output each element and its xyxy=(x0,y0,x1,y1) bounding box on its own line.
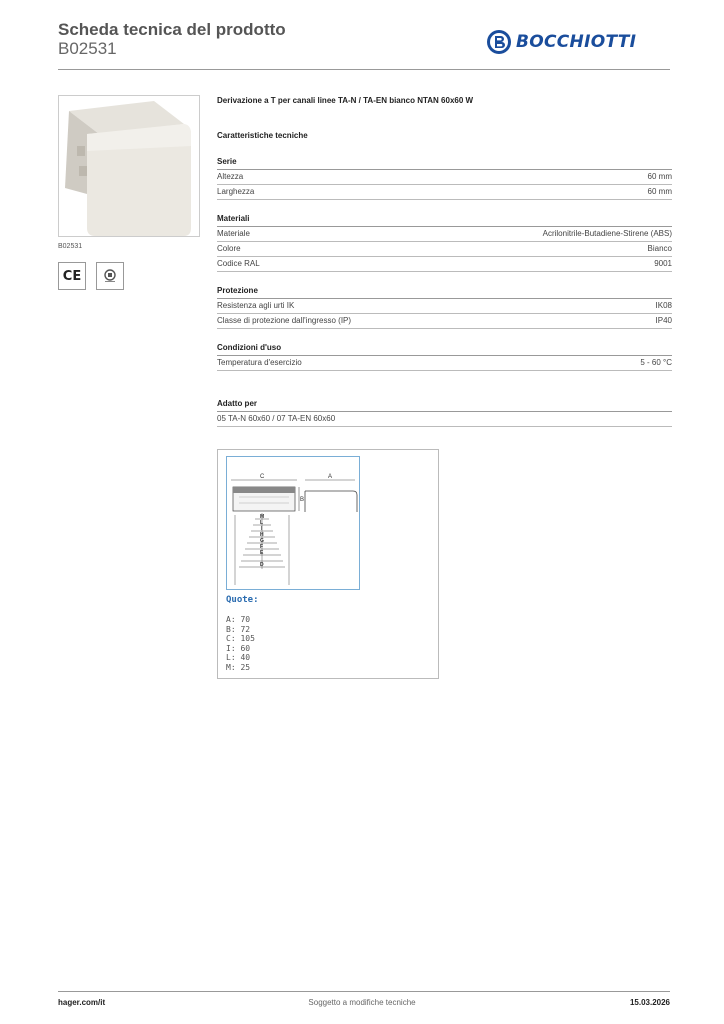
dim-label: H xyxy=(260,532,264,538)
spec-label: Classe di protezione dall'ingresso (IP) xyxy=(217,316,352,325)
spec-row-materiale xyxy=(217,227,672,242)
page-title: Scheda tecnica del prodotto xyxy=(58,20,286,39)
footer-date: 15.03.2026 xyxy=(629,998,670,1007)
ce-mark: CE xyxy=(58,262,86,290)
group-protezione: Protezione xyxy=(217,286,672,299)
dimension-drawing-icon xyxy=(227,457,359,589)
brand-name: BOCCHIOTTI xyxy=(516,32,637,52)
quote-item: M: 25 xyxy=(226,662,251,672)
quote-item: I: 60 xyxy=(226,643,251,653)
spec-row-altezza xyxy=(217,170,672,185)
brand-logo xyxy=(486,29,636,55)
illustration-panel xyxy=(217,449,439,679)
bocchiotti-logo-icon xyxy=(486,29,512,55)
spec-row-ip xyxy=(217,314,672,329)
product-code-heading: B02531 xyxy=(58,39,117,58)
suitable-row xyxy=(217,412,672,427)
spec-row-ik xyxy=(217,299,672,314)
spec-label: Larghezza xyxy=(217,187,255,196)
spec-value: IP40 xyxy=(655,316,672,325)
product-code-label: B02531 xyxy=(58,243,83,250)
spec-value: Bianco xyxy=(647,244,672,253)
imq-mark-icon xyxy=(102,268,118,284)
spec-row-temperatura xyxy=(217,356,672,371)
suitable-value: 05 TA-N 60x60 / 07 TA-EN 60x60 xyxy=(217,414,336,423)
spec-row-codice-ral xyxy=(217,257,672,272)
imq-mark xyxy=(96,262,124,290)
group-materiali: Materiali xyxy=(217,214,672,227)
footer-website-link[interactable]: hager.com/it xyxy=(58,998,106,1007)
spec-value: Acrilonitrile-Butadiene-Stirene (ABS) xyxy=(542,229,672,238)
dim-label: L xyxy=(260,520,264,526)
spec-value: 9001 xyxy=(654,259,672,268)
quotes-title: Quote: xyxy=(226,595,259,605)
dim-label: B xyxy=(300,497,305,503)
group-serie: Serie xyxy=(217,157,672,170)
suitable-title: Adatto per xyxy=(217,399,672,412)
spec-row-larghezza xyxy=(217,185,672,200)
quote-item: A: 70 xyxy=(226,615,251,624)
dim-label: D xyxy=(260,562,264,568)
spec-label: Colore xyxy=(217,244,241,253)
product-image xyxy=(58,95,200,237)
header-divider xyxy=(58,69,670,70)
dim-label: C xyxy=(260,474,265,480)
spec-value: IK08 xyxy=(655,301,672,310)
spec-label: Altezza xyxy=(217,172,244,181)
spec-value: 60 mm xyxy=(647,172,672,181)
technical-drawing xyxy=(226,456,360,590)
product-photo xyxy=(59,96,199,236)
quote-item: B: 72 xyxy=(226,624,251,634)
group-condizioni: Condizioni d'uso xyxy=(217,343,672,356)
dim-label: I xyxy=(261,526,263,532)
spec-label: Temperatura d'esercizio xyxy=(217,358,302,367)
specs-section xyxy=(217,96,672,462)
dim-label: G xyxy=(260,538,264,544)
spec-label: Materiale xyxy=(217,229,250,238)
quote-item: L: 40 xyxy=(226,653,251,662)
spec-row-colore xyxy=(217,242,672,257)
footer-divider xyxy=(58,991,670,992)
spec-label: Resistenza agli urti IK xyxy=(217,301,295,310)
product-description: Derivazione a T per canali linee TA-N / TA-EN bianco NTAN 60x60 W xyxy=(217,96,474,105)
spec-value: 60 mm xyxy=(647,187,672,196)
dim-label: A xyxy=(328,474,333,480)
footer-disclaimer: Soggetto a modifiche tecniche xyxy=(308,998,416,1007)
quote-item: C: 105 xyxy=(226,634,255,643)
specs-title: Caratteristiche tecniche xyxy=(217,131,308,140)
quotes-list xyxy=(226,615,255,672)
dim-label: E xyxy=(260,550,264,556)
dim-label: F xyxy=(260,544,264,550)
dim-label: M xyxy=(260,514,265,520)
spec-label: Codice RAL xyxy=(217,259,260,268)
spec-value: 5 - 60 °C xyxy=(640,358,672,367)
